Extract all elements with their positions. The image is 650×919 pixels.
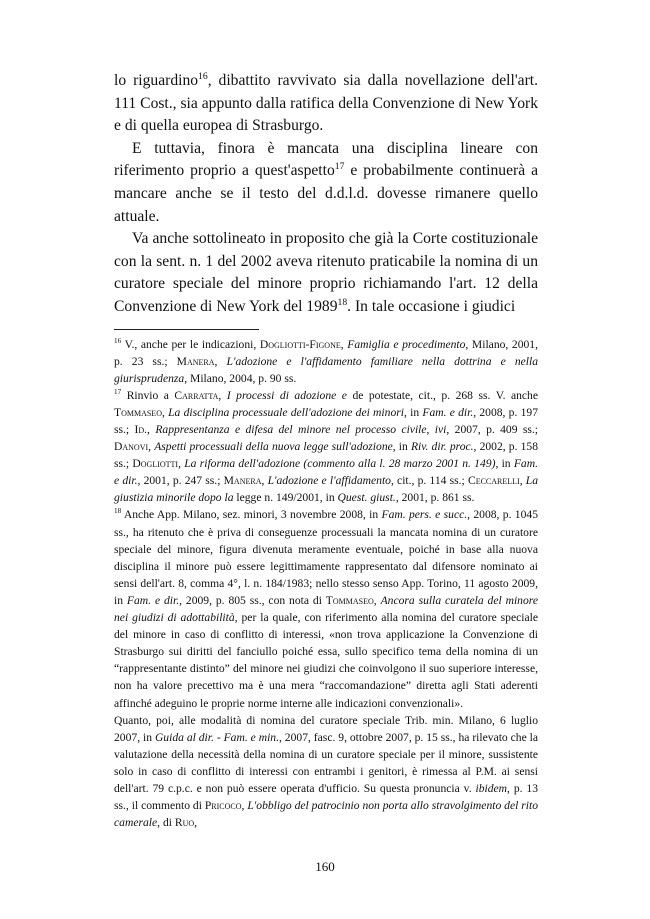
author-name: Ruo	[174, 816, 195, 830]
journal-title: Riv. dir. proc.	[410, 440, 474, 454]
footnote-ref-16[interactable]: 16	[198, 70, 208, 82]
author-name: Pricoco	[204, 799, 242, 813]
work-title: La disciplina processuale dell'adozione dei minori	[168, 405, 404, 419]
author-name: Dogliotti-Figone	[259, 337, 341, 351]
footnote-17: $^{17}$ Rinvio a Carratta, I processi di adozione e de potestate, cit., p. 268 ss. V. anche Tommaseo, La disciplina processuale dell'adozione dei minori, in Fam. e dir., 2008, p. 197 ss.; Id., Rappresentanza e difesa del minore nel processo civile, ivi, 2007, p. 409 ss.; Danovi, Aspetti processuali della nuova legge sull'adozione, in Riv. dir. proc., 2002, p. 158 ss.; Dogliotti, La riforma dell'adozione (commento alla l. 28 marzo 2001 n. 149), in Fam. e dir., 2001, p. 247 ss.; Manera, L'adozione e l'affidamento, cit., p. 114 ss.; Ceccarelli, La giustizia minorile dopo la legge n. 149/2001, in Quest. giust., 2001, p. 861 ss.	[114, 387, 539, 505]
journal-title: ivi	[434, 423, 447, 436]
page-content	[114, 70, 538, 831]
work-title: L'adozione e l'affidamento familiare nella dottrina e nella giurisprudenza	[114, 354, 539, 385]
paragraph-2: E tuttavia, finora è mancata una disciplina lineare con riferimento proprio a quest'aspetto$^{17}$ e probabilmente continuerà a mancare anche se il testo del d.d.l.d. dovesse rimanere quello attuale.	[114, 139, 538, 225]
footnote-number: 16	[114, 336, 122, 345]
author-name: Manera	[176, 354, 215, 368]
footnote-16: $^{16}$ V., anche per le indicazioni, Dogliotti-Figone, Famiglia e procedimento, Milano, 2001, p. 23 ss.; Manera, L'adozione e l'affidamento familiare nella dottrina e nella giurisprudenza, Milano, 2004, p. 90 ss.	[114, 336, 539, 385]
author-name: Manera	[223, 474, 262, 488]
work-title: Aspetti processuali della nuova legge sull'adozione	[154, 440, 393, 454]
main-text	[114, 70, 538, 319]
work-title: Famiglia e procedimento	[347, 337, 466, 351]
author-name: Id.	[134, 423, 148, 436]
reference-term: ibidem	[475, 781, 508, 795]
journal-title: Fam. pers. e succ.	[381, 508, 468, 522]
work-title: La riforma dell'adozione (commento alla l. 28 marzo 2001 n. 149)	[184, 457, 496, 471]
author-name: Dogliotti	[132, 457, 179, 471]
footnote-separator	[114, 329, 259, 330]
work-title: L'adozione e l'affidamento	[267, 474, 391, 488]
footnotes	[114, 336, 538, 832]
paragraph-1: lo riguardino$^{16}$, dibattito ravvivato sia dalla novellazione dell'art. 111 Cost., sia appunto dalla ratifica della Convenzione di New York e di quella europea di Strasburgo.	[114, 70, 539, 135]
author-name: Tommaseo	[114, 405, 162, 419]
journal-title: Fam. e dir.	[126, 593, 180, 607]
author-name: Danovi	[114, 440, 149, 454]
footnote-number: 18	[114, 507, 122, 516]
author-name: Tommaseo	[325, 593, 374, 607]
work-title: Rappresentanza e difesa del minore nel processo civile	[155, 423, 427, 436]
journal-title: Fam. e dir.	[114, 457, 538, 488]
footnote-ref-18[interactable]: 18	[337, 296, 348, 308]
author-name: Ceccarelli	[467, 474, 520, 488]
work-title: L'obbligo del patrocinio non porta allo stravolgimento del rito camerale	[114, 799, 538, 830]
journal-title: Quest. giust.	[337, 491, 396, 505]
journal-title: Guida al dir. - Fam. e min.	[154, 730, 279, 744]
author-name: Carratta	[174, 388, 219, 402]
footnote-number: 17	[114, 387, 122, 396]
page-number: 160	[315, 859, 335, 874]
footnote-18-continuation: Quanto, poi, alle modalità di nomina del curatore speciale Trib. min. Milano, 6 luglio 2007, in Guida al dir. - Fam. e min., 2007, fasc. 9, ottobre 2007, p. 15 ss., ha rilevato che la valutazione della necessità della nomina di un curatore speciale per il minore, sussistente solo in caso di conflitto di interessi con entrambi i genitori, è rimessa al P.M. ai sensi dell'art. 79 c.p.c. e non può essere operata d'ufficio. Su questa pronuncia v. ibidem, p. 13 ss., il commento di Pricoco, L'obbligo del patrocinio non porta allo stravolgimento del rito camerale, di Ruo,	[114, 713, 539, 830]
work-title: Ancora sulla curatela del minore nei giudizi di adottabilità	[114, 593, 538, 625]
paragraph-3: Va anche sottolineato in proposito che già la Corte costituzionale con la sent. n. 1 del 2002 aveva ritenuto praticabile la nomina di un curatore speciale del minore proprio richiamando l'art. 12 della Convenzione di New York del 1989$^{18}$. In tale occasione i giudici	[114, 230, 538, 315]
footnote-18: $^{18}$ Anche App. Milano, sez. minori, 3 novembre 2008, in Fam. pers. e succ., 2008, p. 1045 ss., ha ritenuto che è priva di conseguenze processuali la mancata nomina di un curatore speciale del minore, figura divenuta meramente eventuale, poiché in base alla nuova disciplina il minore può essere legittimamente rappresentato dal difensore nominato ai sensi dell'art. 8, comma 4°, l. n. 184/1983; nello stesso senso App. Torino, 11 agosto 2009, in Fam. e dir., 2009, p. 805 ss., con nota di Tommaseo, Ancora sulla curatela del minore nei giudizi di adottabilità, per la quale, con riferimento alla nomina del curatore speciale del minore in caso di conflitto di interessi, «non trova applicazione la Convenzione di Strasburgo sui diritti del fanciullo poiché essa, sullo specifico tema della nomina di un “rappresentante distinto” del minore nei giudizi che coinvolgono il suo superiore interesse, non ha valore precettivo ma è una mera “raccomandazione” diretta agli Stati aderenti affinché adeguino le proprie norme interne alle indicazioni convenzionali».	[114, 507, 538, 710]
journal-title: Fam. e dir.	[422, 405, 474, 419]
footnote-ref-17[interactable]: 17	[334, 161, 345, 173]
work-title: I processi di adozione e	[226, 388, 347, 402]
work-title: La giustizia minorile dopo la	[114, 474, 539, 505]
